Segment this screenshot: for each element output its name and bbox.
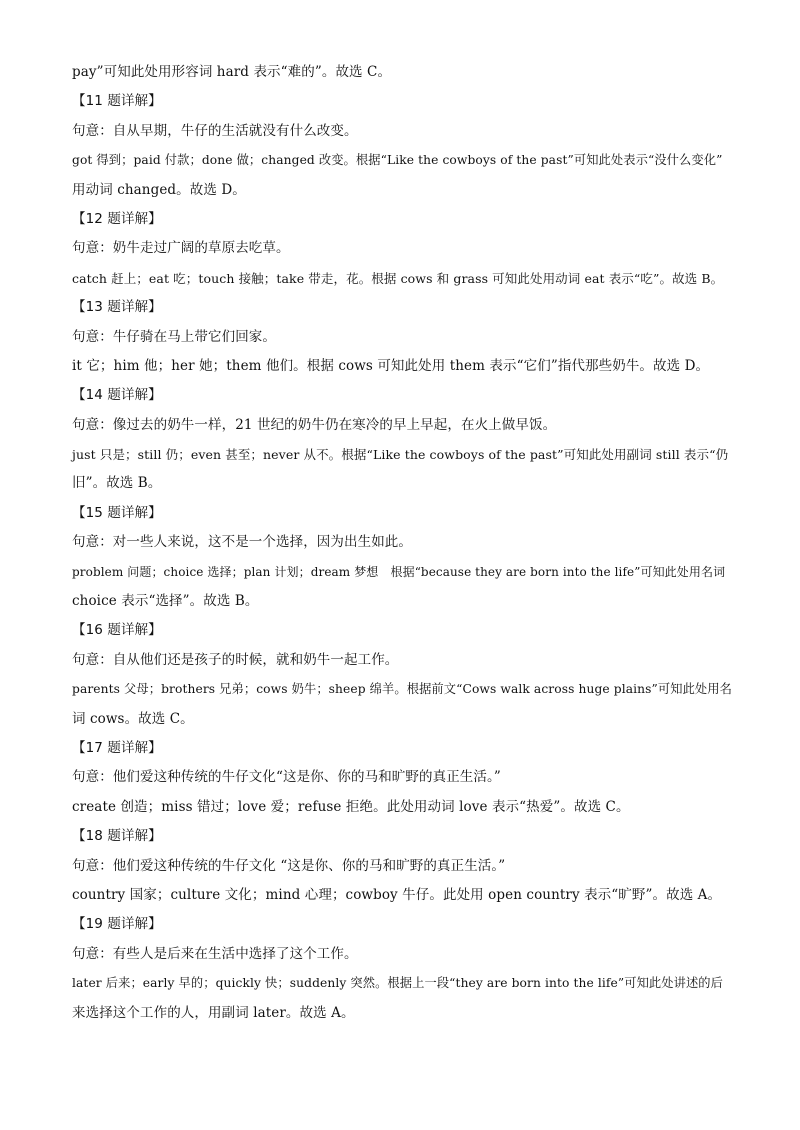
- explanation-line: got 得到；paid 付款；done 做；changed 改变。根据“Like the cowboys of the past”可知此处表示“没什么变化”: [72, 153, 723, 168]
- explanation-line: choice 表示“选择”。故选 B。: [72, 593, 259, 610]
- question-heading: 【15 题详解】: [72, 504, 162, 521]
- explanation-line: 句意：奶牛走过广阔的草原去吃草。: [72, 240, 290, 257]
- explanation-line: pay”可知此处用形容词 hard 表示“难的”。故选 C。: [72, 64, 392, 80]
- explanation-line: 来选择这个工作的人，用副词 later。故选 A。: [72, 1004, 355, 1021]
- question-heading: 【16 题详解】: [72, 622, 162, 639]
- explanation-line: 句意：自从他们还是孩子的时候，就和奶牛一起工作。: [72, 651, 399, 668]
- explanation-line: 句意：像过去的奶牛一样，21 世纪的奶牛仍在寒冷的早上早起，在火上做早饭。: [72, 416, 557, 433]
- question-heading: 【12 题详解】: [72, 210, 162, 227]
- explanation-line: create 创造；miss 错过；love 爱；refuse 拒绝。此处用动词 love 表示“热爱”。故选 C。: [72, 798, 630, 815]
- explanation-line: 句意：他们爱这种传统的牛仔文化“这是你、你的马和旷野的真正生活。”: [72, 769, 501, 786]
- explanation-line: later 后来；early 早的；quickly 快；suddenly 突然。根据上一段“they are born into the life”可知此处讲述的后: [72, 976, 724, 991]
- explanation-line: parents 父母；brothers 兄弟；cows 奶牛；sheep 绵羊。根据前文“Cows walk across huge plains”可知此处用名: [72, 682, 732, 697]
- explanation-line: 用动词 changed。故选 D。: [72, 181, 246, 198]
- question-heading: 【13 题详解】: [72, 299, 162, 316]
- explanation-line: 句意：对一些人来说，这不是一个选择，因为出生如此。: [72, 534, 412, 551]
- explanation-line: just 只是；still 仍；even 甚至；never 从不。根据“Like the cowboys of the past”可知此处用副词 still 表示“仍: [72, 447, 729, 463]
- document-page: [72, 58, 732, 1028]
- explanation-line: country 国家；culture 文化；mind 心理；cowboy 牛仔。此处用 open country 表示“旷野”。故选 A。: [72, 886, 722, 903]
- question-heading: 【11 题详解】: [72, 93, 162, 110]
- explanation-line: 句意：他们爱这种传统的牛仔文化 “这是你、你的马和旷野的真正生活。”: [72, 857, 506, 874]
- explanation-line: 词 cows。故选 C。: [72, 710, 194, 727]
- explanation-line: 句意：牛仔骑在马上带它们回家。: [72, 328, 276, 345]
- explanation-line: 旧”。故选 B。: [72, 475, 162, 492]
- question-heading: 【17 题详解】: [72, 739, 162, 756]
- explanation-line: 句意：自从早期，牛仔的生活就没有什么改变。: [72, 122, 358, 139]
- question-heading: 【14 题详解】: [72, 387, 162, 404]
- explanation-line: problem 问题；choice 选择；plan 计划；dream 梦想 根据“because they are born into the life”可知此处用名词: [72, 564, 726, 579]
- explanation-line: it 它；him 他；her 她；them 他们。根据 cows 可知此处用 them 表示“它们”指代那些奶牛。故选 D。: [72, 357, 710, 374]
- explanation-line: 句意：有些人是后来在生活中选择了这个工作。: [72, 945, 358, 962]
- question-heading: 【18 题详解】: [72, 828, 162, 845]
- explanation-line: catch 赶上；eat 吃；touch 接触；take 带走，花。根据 cows 和 grass 可知此处用动词 eat 表示“吃”。故选 B。: [72, 270, 724, 286]
- question-heading: 【19 题详解】: [72, 916, 162, 933]
